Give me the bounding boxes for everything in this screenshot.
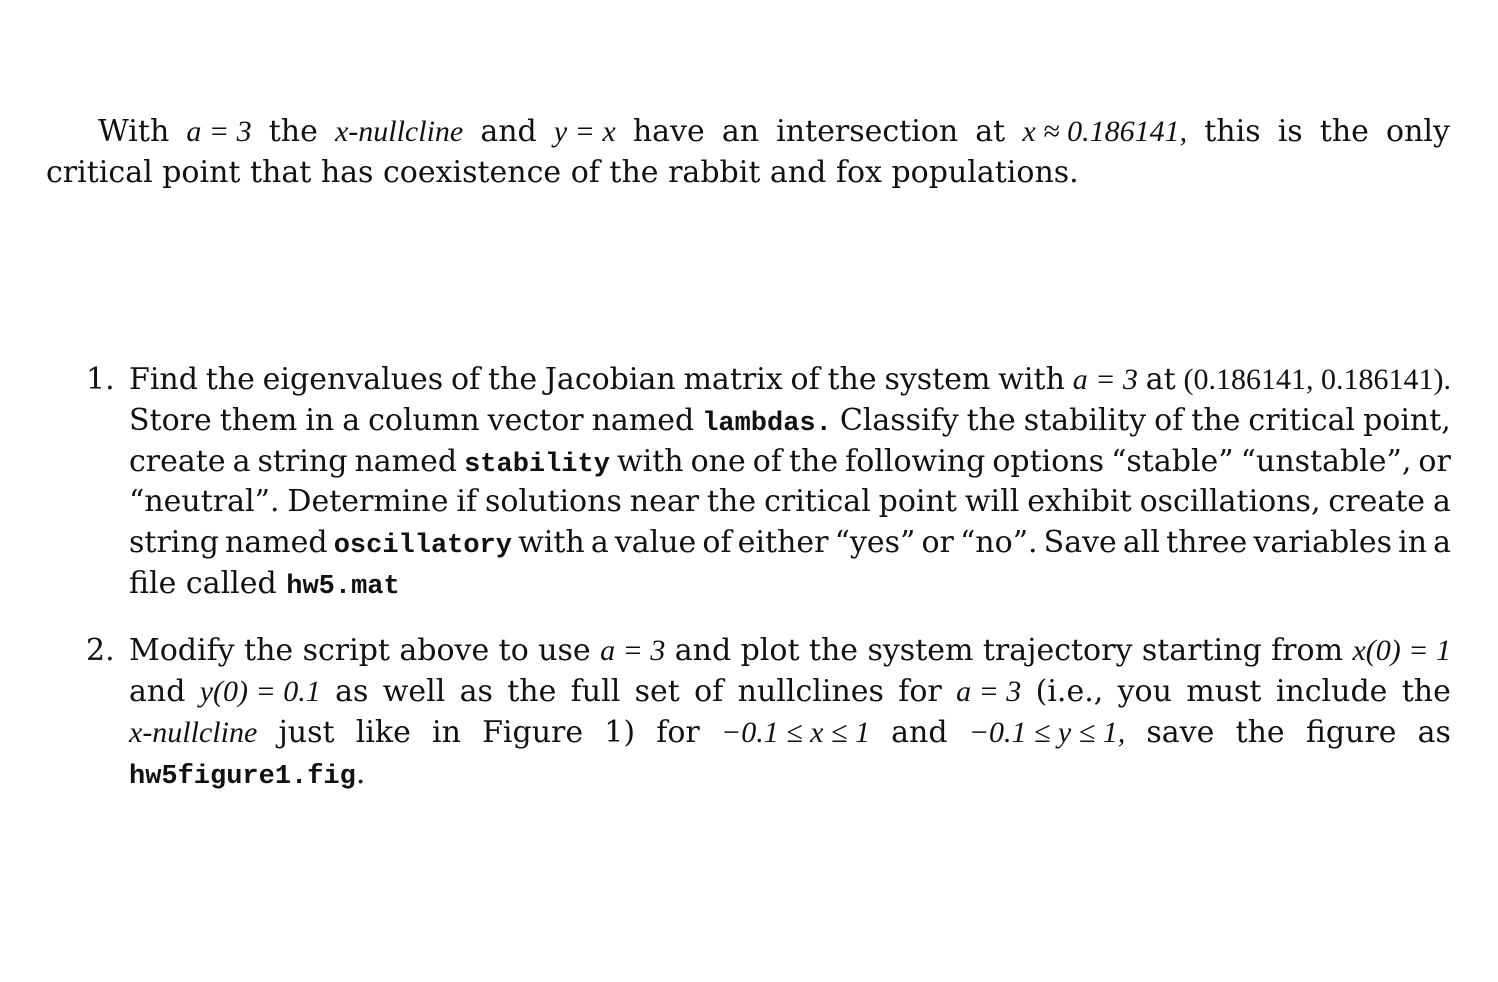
word: a	[590, 525, 609, 560]
word: of	[694, 674, 724, 709]
word: set	[634, 674, 680, 709]
item2-line-3	[129, 713, 1451, 753]
word: to	[498, 633, 529, 668]
word: “neutral”.	[129, 484, 280, 519]
math-a-equals-3: a = 3	[600, 634, 666, 667]
word: as	[459, 674, 493, 709]
word: for	[898, 674, 942, 709]
word: have	[632, 114, 705, 149]
word: or	[1418, 444, 1451, 479]
word: with	[616, 444, 684, 479]
word: from	[1271, 633, 1344, 668]
word: script	[302, 633, 390, 668]
word: the	[1319, 114, 1369, 149]
word: Store	[129, 403, 212, 438]
word: oscillations,	[1139, 484, 1321, 519]
math-x0-equals-1: x(0) = 1	[1352, 634, 1451, 667]
word: and	[129, 674, 186, 709]
word: you	[1117, 674, 1172, 709]
word: Modify	[129, 633, 235, 668]
word: and	[891, 715, 948, 750]
word: just	[278, 715, 335, 750]
word: options	[992, 444, 1105, 479]
item1-line-6	[129, 564, 400, 604]
word: “unstable”,	[1240, 444, 1412, 479]
word: named	[225, 525, 328, 560]
word: with	[998, 362, 1065, 397]
word: the	[966, 403, 1016, 438]
word: include	[1275, 674, 1388, 709]
word: of	[451, 362, 481, 397]
word: critical	[1248, 403, 1356, 438]
math-y0-equals: y(0) = 0.1	[199, 675, 321, 708]
word: with	[518, 525, 585, 560]
item2-line-4	[129, 754, 365, 794]
math-x-range: −0.1 ≤ x ≤ 1	[720, 716, 870, 749]
word: “no”.	[959, 525, 1038, 560]
word: near	[629, 484, 700, 519]
word: (i.e.,	[1035, 674, 1104, 709]
word: three	[1166, 525, 1248, 560]
word: matrix	[683, 362, 783, 397]
word: at	[1145, 362, 1176, 397]
word: solutions	[485, 484, 622, 519]
word: starting	[1141, 633, 1262, 668]
item1-line-4	[129, 482, 1451, 522]
word: a	[1433, 525, 1451, 560]
word: and	[480, 114, 537, 149]
code-lambdas: lambdas.	[702, 409, 832, 439]
word: for	[656, 715, 700, 750]
list-number-2: 2.	[86, 633, 115, 668]
word: all	[1122, 525, 1160, 560]
word: above	[399, 633, 490, 668]
word: a	[1432, 484, 1451, 519]
word: value	[614, 525, 697, 560]
word: Save	[1043, 525, 1117, 560]
word: and	[674, 633, 732, 668]
word: exhibit	[1027, 484, 1132, 519]
word: the	[808, 633, 859, 668]
word: Classify	[839, 403, 959, 438]
math-x-approx: x ≈ 0.186141,	[1022, 115, 1188, 148]
word: in	[432, 715, 461, 750]
item1-line-3	[129, 442, 1451, 482]
word: named	[354, 444, 458, 479]
word: eigenvalues	[262, 362, 444, 397]
math-x-nullcline: x-nullcline	[129, 716, 258, 749]
intro-line-2: critical point that has coexistence of the rabbit and fox populations.	[46, 155, 1079, 190]
code-hw5figure1-fig: hw5figure1.fig	[129, 762, 356, 792]
word: point,	[1363, 403, 1451, 438]
word: in	[305, 403, 335, 438]
word: the	[268, 114, 318, 149]
word: like	[355, 715, 411, 750]
word: following	[845, 444, 986, 479]
word: figure	[1305, 715, 1397, 750]
word: system	[884, 362, 991, 397]
word: Jacobian	[544, 362, 676, 397]
word: at	[975, 114, 1006, 149]
word: a	[232, 444, 251, 479]
item2-line-2	[129, 672, 1451, 712]
word: 1)	[604, 715, 636, 750]
math-a-equals-3: a = 3	[186, 115, 252, 148]
word: only	[1386, 114, 1450, 149]
word: “yes”	[834, 525, 916, 560]
word: as	[1417, 715, 1451, 750]
word: of	[752, 444, 782, 479]
word: critical	[764, 484, 871, 519]
word: Figure	[482, 715, 584, 750]
item1-line-2	[129, 401, 1451, 441]
word: as	[335, 674, 369, 709]
word: of	[1154, 403, 1184, 438]
word: of	[702, 525, 732, 560]
word: in	[1398, 525, 1428, 560]
word: either	[737, 525, 829, 560]
math-x-nullcline: x-nullcline	[334, 115, 464, 148]
word: string	[257, 444, 348, 479]
word: trajectory	[982, 633, 1133, 668]
code-hw5-mat: hw5.mat	[286, 572, 400, 602]
item1-line-5	[129, 523, 1451, 563]
word: the	[507, 674, 557, 709]
word: the	[827, 362, 877, 397]
word: column	[368, 403, 480, 438]
word: a	[342, 403, 361, 438]
word: “stable”	[1111, 444, 1234, 479]
word: must	[1186, 674, 1262, 709]
word: if	[456, 484, 478, 519]
intro-line-1	[98, 112, 1450, 152]
word: of	[790, 362, 820, 397]
word: them	[219, 403, 298, 438]
word: save	[1146, 715, 1215, 750]
word: string	[129, 525, 219, 560]
word: Find	[129, 362, 198, 397]
word: Determine	[287, 484, 449, 519]
word: stability	[1023, 403, 1147, 438]
math-y-equals-x: y = x	[553, 115, 616, 148]
word: create	[1328, 484, 1426, 519]
word: the	[707, 484, 757, 519]
word: .	[355, 756, 366, 791]
word: the	[1191, 403, 1241, 438]
item2-line-1	[129, 631, 1451, 671]
word: the	[487, 362, 538, 397]
word: vector	[487, 403, 584, 438]
word: named	[591, 403, 695, 438]
word: well	[382, 674, 446, 709]
word: the	[244, 633, 294, 668]
math-a-equals-3: a = 3	[1072, 363, 1138, 396]
word: the	[1401, 674, 1451, 709]
math-a-equals-3: a = 3	[956, 675, 1022, 708]
word: With	[98, 114, 170, 149]
word: will	[964, 484, 1020, 519]
word: point	[878, 484, 957, 519]
word: variables	[1253, 525, 1392, 560]
code-stability: stability	[464, 450, 610, 480]
word: full	[570, 674, 621, 709]
word: this	[1204, 114, 1261, 149]
word: an	[721, 114, 760, 149]
word: intersection	[776, 114, 959, 149]
word: one	[690, 444, 746, 479]
word: file called	[129, 566, 287, 601]
word: create	[129, 444, 226, 479]
word: the	[788, 444, 839, 479]
word: plot	[740, 633, 800, 668]
word: nullclines	[737, 674, 884, 709]
math-critical-point: (0.186141, 0.186141).	[1183, 363, 1451, 396]
math-y-range: −0.1 ≤ y ≤ 1,	[968, 716, 1126, 749]
word: system	[867, 633, 974, 668]
code-oscillatory: oscillatory	[333, 531, 512, 561]
word: is	[1277, 114, 1303, 149]
word: the	[1235, 715, 1285, 750]
word: use	[538, 633, 591, 668]
word: the	[205, 362, 255, 397]
item1-line-1	[129, 360, 1451, 400]
list-number-1: 1.	[86, 362, 115, 397]
word: or	[921, 525, 954, 560]
